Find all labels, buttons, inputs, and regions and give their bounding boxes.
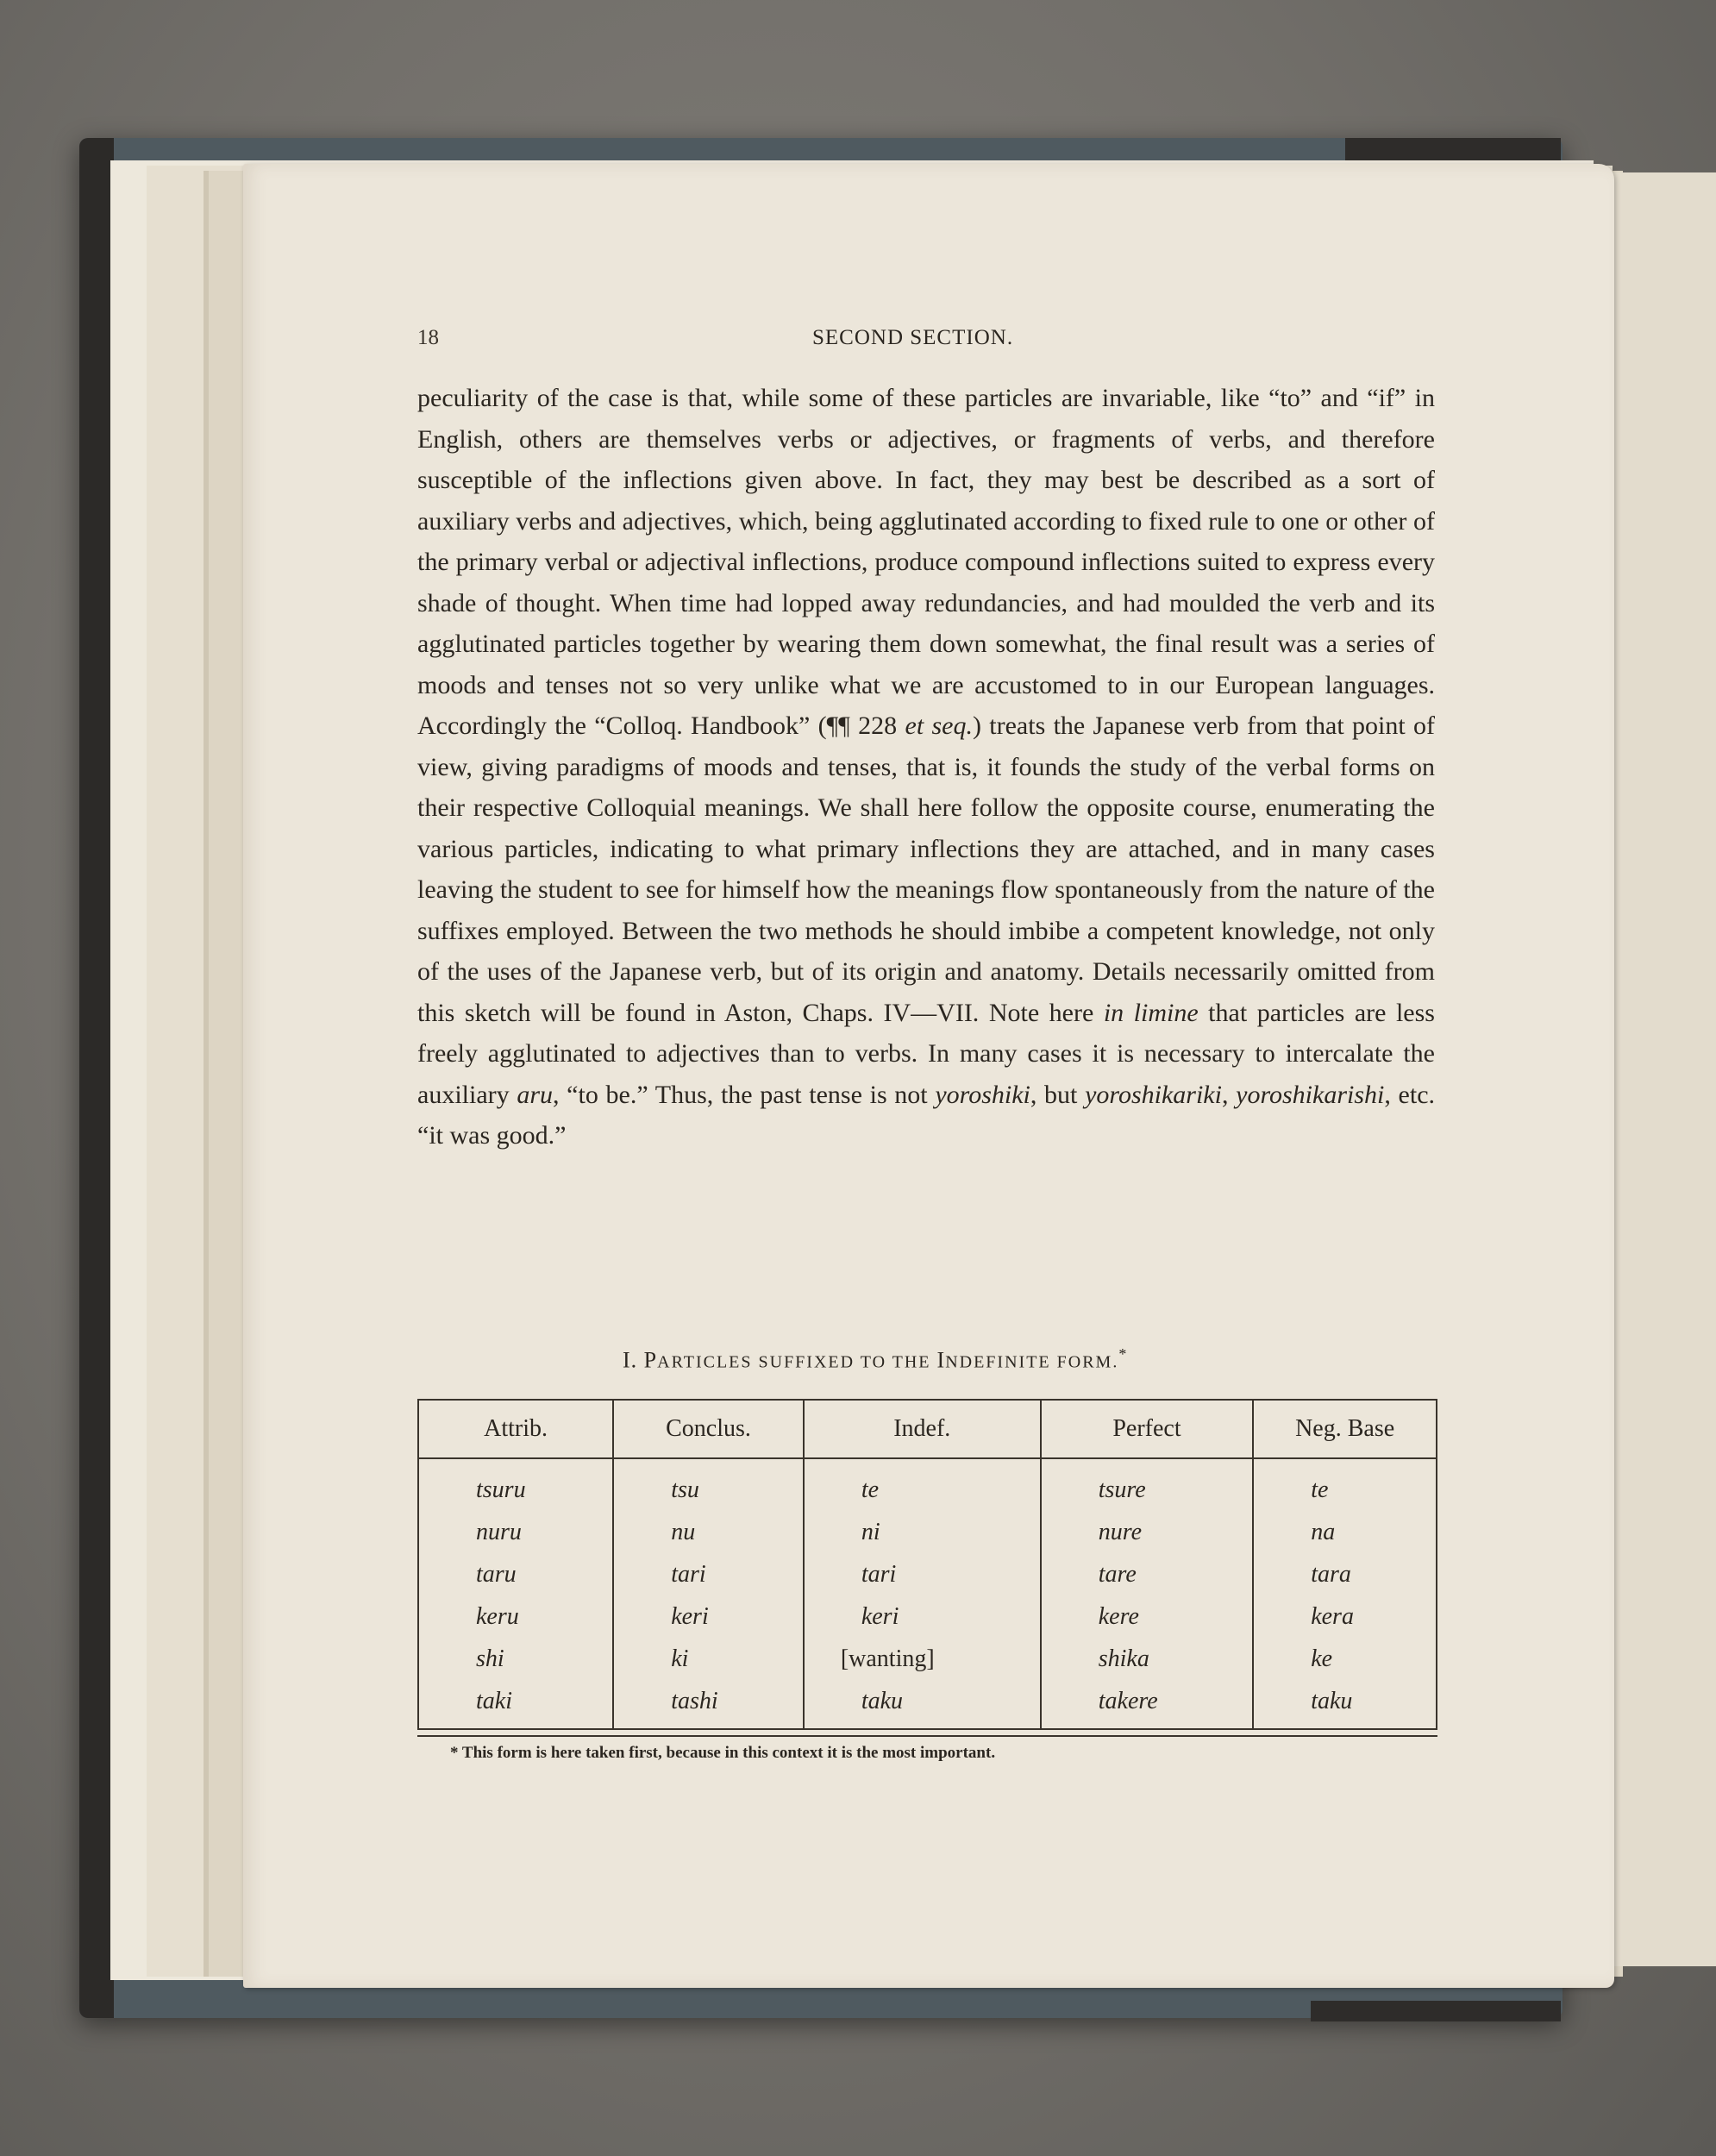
table-cell: ni (804, 1511, 1041, 1553)
table-cell: tari (613, 1553, 804, 1595)
column-header-attrib: Attrib. (418, 1400, 613, 1458)
table-cell: nuru (418, 1511, 613, 1553)
table-cell: tashi (613, 1680, 804, 1729)
table-cell: tsure (1041, 1458, 1253, 1511)
page-number: 18 (417, 326, 439, 349)
table-cell: ke (1253, 1638, 1437, 1680)
running-head (243, 326, 1614, 360)
table-cell: shika (1041, 1638, 1253, 1680)
table-row (418, 1458, 1437, 1511)
table-cell: keri (804, 1595, 1041, 1638)
table-cell: taru (418, 1553, 613, 1595)
table-cell: keru (418, 1595, 613, 1638)
table-cell: na (1253, 1511, 1437, 1553)
table-cell: te (1253, 1458, 1437, 1511)
table-row (418, 1680, 1437, 1729)
table-cell: nu (613, 1511, 804, 1553)
table-cell: shi (418, 1638, 613, 1680)
table-cell: tsu (613, 1458, 804, 1511)
body-paragraph: peculiarity of the case is that, while some of these particles are invariable, like “to” and “if” in English, others are themselves verbs or adjectives, or fragments of verbs, and therefore susceptible of the inflections given above. In fact, they may best be described as a sort of auxiliary verbs and adjectives, which, being agglutinated according to fixed rule to one or other of the primary verbal or adjectival inflections, produce compound inflections suited to express every shade of thought. When time had lopped away redundancies, and had moulded the verb and its agglutinated particles together by wearing them down somewhat, the final result was a series of moods and tenses not so very unlike what we are accustomed to in our European languages. Accordingly the “Colloq. Handbook” (¶¶ 228 et seq.) treats the Japanese verb from that point of view, giving paradigms of moods and tenses, that is, it founds the study of the verbal forms on their respective Colloquial meanings. We shall here follow the opposite course, enumerating the various particles, indicating to what primary inflections they are attached, and in many cases leaving the student to see for himself how the meanings flow spontaneously from the nature of the suffixes employed. Between the two methods he should imbibe a competent knowledge, not only of the uses of the Japanese verb, but of its origin and anatomy. Details necessarily omitted from this sketch will be found in Aston, Chaps. IV—VII. Note here in limine that particles are less freely agglutinated to adjectives than to verbs. In many cases it is necessary to intercalate the auxiliary aru, “to be.” Thus, the past tense is not yoroshiki, but yoroshikariki, yoroshikarishi, etc. “it was good.” (417, 384, 1436, 1150)
cover-edge (1311, 2001, 1561, 2021)
facing-page-edge (1604, 172, 1716, 1966)
table-row (418, 1638, 1437, 1680)
table-cell: kera (1253, 1595, 1437, 1638)
table-cell: te (804, 1458, 1041, 1511)
column-header-perfect: Perfect (1041, 1400, 1253, 1458)
book-page (243, 164, 1614, 1988)
footnote-rule (417, 1735, 1437, 1737)
table-cell: taki (418, 1680, 613, 1729)
table-row (418, 1511, 1437, 1553)
table-heading: I. PARTICLES SUFFIXED TO THE INDEFINITE FORM.* (623, 1345, 1128, 1373)
table-cell: kere (1041, 1595, 1253, 1638)
column-header-indef: Indef. (804, 1400, 1041, 1458)
table-cell: keri (613, 1595, 804, 1638)
section-title: SECOND SECTION. (812, 326, 1014, 349)
table-cell: tare (1041, 1553, 1253, 1595)
table-cell: nure (1041, 1511, 1253, 1553)
column-header-conclus: Conclus. (613, 1400, 804, 1458)
table-row (418, 1595, 1437, 1638)
table-cell: taku (1253, 1680, 1437, 1729)
table-cell: taku (804, 1680, 1041, 1729)
table-header-row (418, 1400, 1437, 1458)
table-cell: [wanting] (804, 1638, 1041, 1680)
column-header-neg-base: Neg. Base (1253, 1400, 1437, 1458)
table-cell: tsuru (418, 1458, 613, 1511)
footnote: * This form is here taken first, because in this context it is the most important. (450, 1744, 996, 1762)
table-cell: ki (613, 1638, 804, 1680)
particles-table (417, 1399, 1437, 1730)
table-cell: tara (1253, 1553, 1437, 1595)
table-cell: tari (804, 1553, 1041, 1595)
table-cell: takere (1041, 1680, 1253, 1729)
table-row (418, 1553, 1437, 1595)
